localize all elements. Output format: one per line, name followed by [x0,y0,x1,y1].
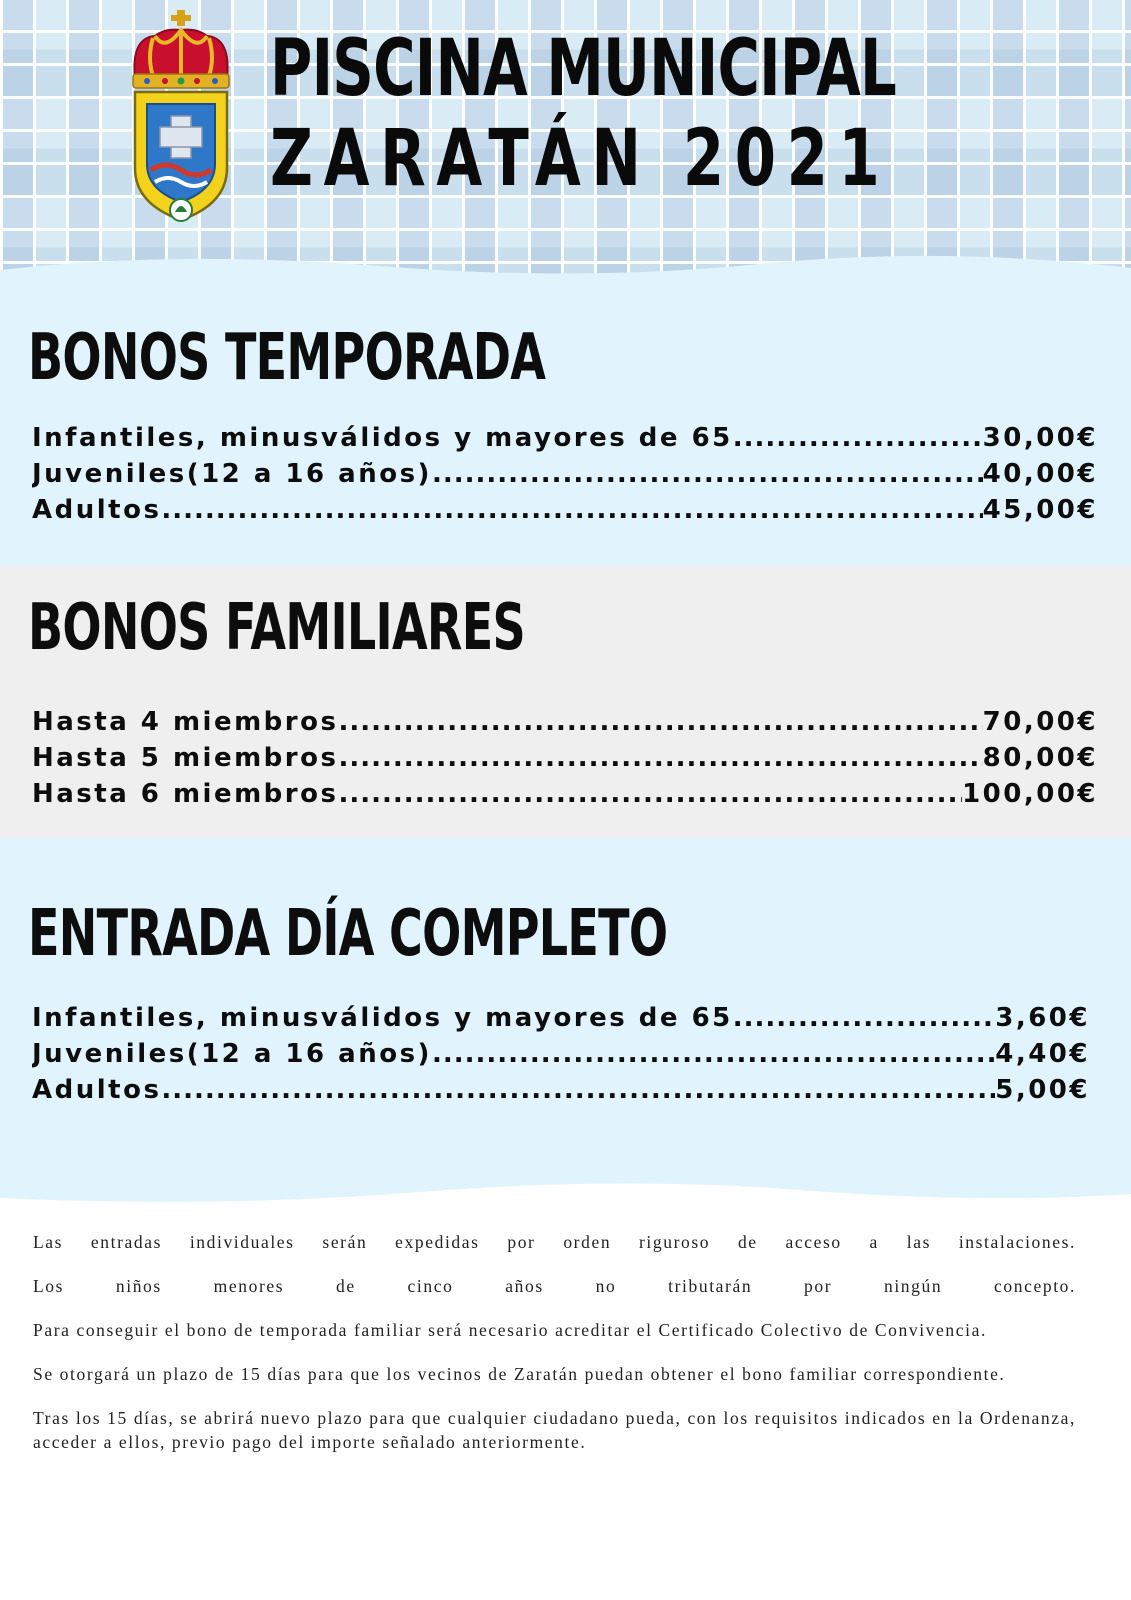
price-row [32,492,1098,528]
note-paragraph: Se otorgará un plazo de 15 días para que los vecinos de Zaratán puedan obtener el bono familiar correspondiente. [33,1364,1006,1384]
price-label: Infantiles, minusválidos y mayores de 65 [32,423,733,453]
price-value: 70,00€ [982,707,1098,737]
price-list-temporada [32,420,1098,528]
price-row [32,704,1098,740]
section-bonos-familiares [0,566,1131,838]
title-line-1: PISCINA MUNICIPAL [270,24,897,114]
title-line-2: ZARATÁN 2021 [270,114,891,204]
leader-dots [733,420,983,456]
price-label: Hasta 5 miembros [32,743,339,773]
note-paragraph: Las entradas individuales serán expedidas por orden riguroso de acceso a las instalaciones. [33,1232,1076,1252]
section-title-familiares: BONOS FAMILIARES [28,591,525,665]
price-label: Adultos [32,495,162,525]
price-label: Adultos [32,1075,162,1105]
price-list-familiares [32,704,1098,812]
leader-dots [161,1072,995,1108]
leader-dots [161,492,982,528]
price-value: 100,00€ [962,779,1098,809]
note-paragraph: Los niños menores de cinco años no tributarán por ningún concepto. [33,1276,1076,1296]
price-value: 40,00€ [982,459,1098,489]
section-title-temporada: BONOS TEMPORADA [28,321,546,395]
price-list-dia [32,1000,1090,1108]
top-wave-divider [0,250,1131,295]
notes-section [33,1230,1076,1474]
price-label: Juveniles(12 a 16 años) [32,459,432,489]
coat-of-arms-icon [125,8,237,226]
price-row [32,1036,1090,1072]
leader-dots [338,704,982,740]
price-row [32,1000,1090,1036]
price-row [32,1072,1090,1108]
leader-dots [432,456,983,492]
note-paragraph: Tras los 15 días, se abrirá nuevo plazo para que cualquier ciudadano pueda, con los requisitos indicados en la Ordenanza, acceder a ellos, previo pago del importe señalado anteriormente. [33,1408,1076,1452]
header-banner [0,0,1131,290]
section-title-dia: ENTRADA DÍA COMPLETO [28,897,668,971]
price-row [32,420,1098,456]
price-label: Infantiles, minusválidos y mayores de 65 [32,1003,733,1033]
bottom-wave-divider [0,1176,1131,1212]
section-bonos-temporada [0,290,1131,566]
price-row [32,456,1098,492]
price-row [32,740,1098,776]
price-value: 3,60€ [995,1003,1090,1033]
leader-dots [733,1000,995,1036]
note-paragraph: Para conseguir el bono de temporada familiar será necesario acreditar el Certificado Colectivo de Convivencia. [33,1320,987,1340]
section-entrada-dia [0,838,1131,1183]
price-value: 30,00€ [982,423,1098,453]
leader-dots [338,740,982,776]
price-value: 5,00€ [995,1075,1090,1105]
price-value: 45,00€ [982,495,1098,525]
price-label: Hasta 4 miembros [32,707,339,737]
price-value: 4,40€ [995,1039,1090,1069]
price-row [32,776,1098,812]
price-label: Juveniles(12 a 16 años) [32,1039,432,1069]
price-value: 80,00€ [982,743,1098,773]
leader-dots [338,776,962,812]
leader-dots [432,1036,995,1072]
page-title [270,24,970,204]
price-label: Hasta 6 miembros [32,779,339,809]
